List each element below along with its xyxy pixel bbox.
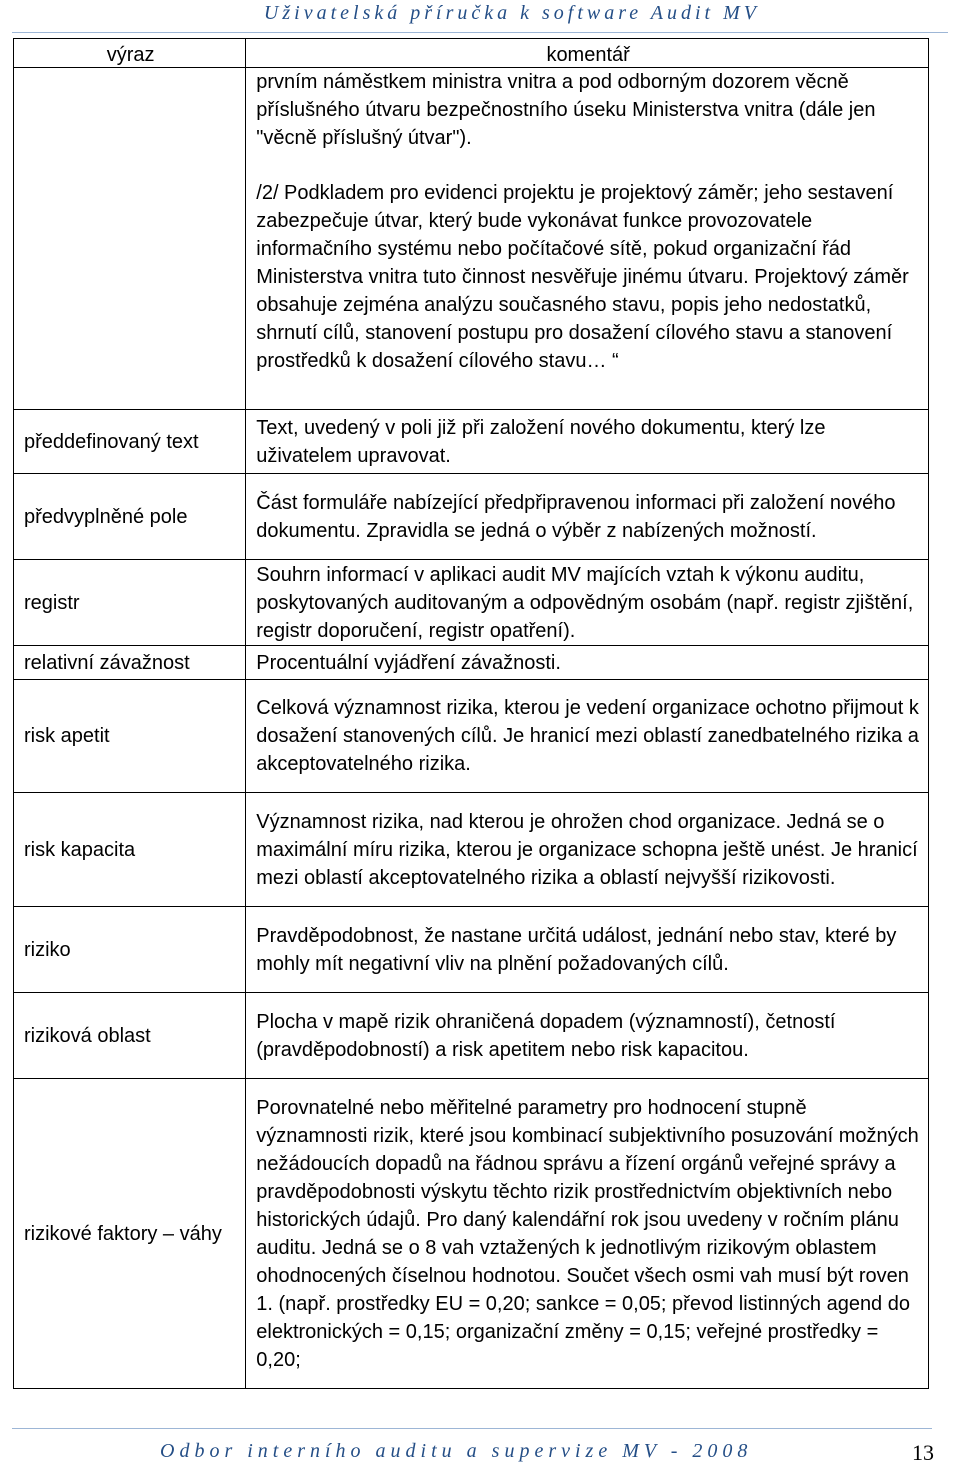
- glossary-table: [13, 38, 929, 1389]
- page-number: 13: [912, 1440, 934, 1465]
- paragraph-gap: [256, 152, 920, 179]
- footer-rule: [12, 1428, 932, 1429]
- table-row: [14, 1079, 929, 1389]
- table-row: [14, 560, 929, 646]
- column-header-comment: komentář: [246, 39, 929, 68]
- table-row: [14, 410, 929, 474]
- comment-cell: Pravděpodobnost, že nastane určitá událost, jednání nebo stav, které by mohly mít negativní vliv na plnění požadovaných cílů.: [246, 907, 929, 993]
- term-cell: předvyplněné pole: [14, 474, 246, 560]
- term-cell: risk apetit: [14, 680, 246, 793]
- term-cell: rizikové faktory – váhy: [14, 1079, 246, 1389]
- term-cell: relativní závažnost: [14, 646, 246, 680]
- comment-cell: Souhrn informací v aplikaci audit MV majících vztah k výkonu auditu, poskytovaných auditovaným a odpovědným osobám (např. registr zjištění, registr doporučení, registr opatření).: [246, 560, 929, 646]
- continued-text: prvním náměstkem ministra vnitra a pod odborným dozorem věcně příslušného útvaru bezpečnostního úseku Ministerstva vnitra (dále jen "věcně příslušný útvar").: [256, 71, 876, 149]
- table-row: [14, 474, 929, 560]
- comment-cell: Procentuální vyjádření závažnosti.: [246, 646, 929, 680]
- table-row-continued: [14, 68, 929, 410]
- comment-cell: Porovnatelné nebo měřitelné parametry pro hodnocení stupně významnosti rizik, které jsou kombinací subjektivního posuzování možných nežádoucích dopadů na řádnou správu a řízení orgánů veřejné správy a pravděpodobnosti výskytu těchto rizik prostřednictvím objektivních nebo historických údajů. Pro daný kalendářní rok jsou uvedeny v ročním plánu auditu. Jedná se o 8 vah vztažených k jednotlivým rizikovým oblastem ohodnocených číselnou hodnotou. Součet všech osmi vah musí být roven 1. (např. prostředky EU = 0,20; sankce = 0,05; převod listinných agend do elektronických = 0,15; organizační změny = 0,15; veřejné prostředky = 0,20;: [246, 1079, 929, 1389]
- term-cell: risk kapacita: [14, 793, 246, 907]
- header-rule: [12, 32, 948, 33]
- comment-cell: Plocha v mapě rizik ohraničená dopadem (významností), četností (pravděpodobností) a risk apetitem nebo risk kapacitou.: [246, 993, 929, 1079]
- term-cell: riziko: [14, 907, 246, 993]
- comment-cell: Významnost rizika, nad kterou je ohrožen chod organizace. Jedná se o maximální míru rizika, kterou je organizace schopna ještě unést. Je hranicí mezi oblastí akceptovatelného rizika a oblastí nejvyšší rizikovosti.: [246, 793, 929, 907]
- term-cell: riziková oblast: [14, 993, 246, 1079]
- table-row: [14, 793, 929, 907]
- table-row: [14, 907, 929, 993]
- table-row: [14, 680, 929, 793]
- page-footer: [0, 1428, 960, 1467]
- table-row: [14, 646, 929, 680]
- table-row: [14, 993, 929, 1079]
- term-cell-empty: [14, 68, 246, 410]
- footer-text: Odbor interního auditu a supervize MV - 2008: [160, 1440, 753, 1462]
- comment-cell: Část formuláře nabízející předpřipravenou informaci při založení nového dokumentu. Zpravidla se jedná o výběr z nabízených možností.: [246, 474, 929, 560]
- term-cell: předdefinovaný text: [14, 410, 246, 474]
- page-header: [0, 0, 960, 40]
- comment-cell: Celková významnost rizika, kterou je vedení organizace ochotno přijmout k dosažení stanovených cílů. Je hranicí mezi oblastí zanedbatelného rizika a akceptovatelného rizika.: [246, 680, 929, 793]
- comment-cell-continued: [246, 68, 929, 410]
- comment-cell: Text, uvedený v poli již při založení nového dokumentu, který lze uživatelem upravovat.: [246, 410, 929, 474]
- table-header-row: [14, 39, 929, 68]
- header-title: Uživatelská příručka k software Audit MV: [263, 2, 760, 24]
- column-header-term: výraz: [14, 39, 246, 68]
- term-cell: registr: [14, 560, 246, 646]
- continued-paragraph-2: /2/ Podkladem pro evidenci projektu je projektový záměr; jeho sestavení zabezpečuje útvar, který bude vykonávat funkce provozovatele informačního systému nebo počítačové sítě, pokud organizační řád Ministerstva vnitra tuto činnost nesvěřuje jinému útvaru. Projektový záměr obsahuje zejména analýzu současného stavu, popis jeho nedostatků, shrnutí cílů, stanovení postupu pro dosažení cílového stavu a stanovení prostředků k dosažení cílového stavu… “: [256, 182, 909, 372]
